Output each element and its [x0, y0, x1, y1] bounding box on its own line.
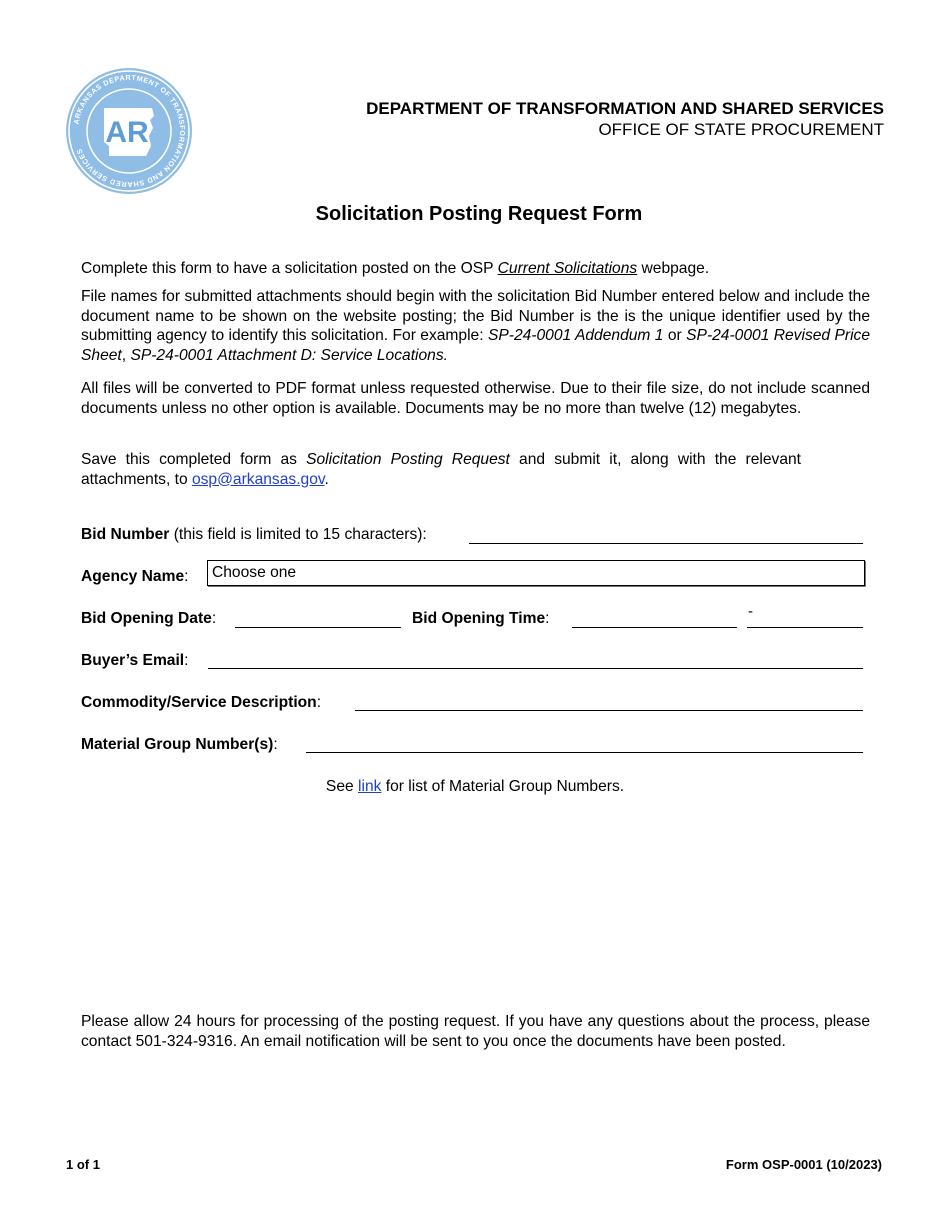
- am-pm-input[interactable]: [747, 627, 863, 628]
- material-group-link[interactable]: link: [358, 778, 382, 795]
- page-number: 1 of 1: [66, 1157, 100, 1172]
- label-bold: Material Group Number(s): [81, 736, 274, 753]
- label-note: (this field is limited to 15 characters):: [169, 526, 427, 543]
- material-group-label: [81, 736, 278, 754]
- agency-name-dropdown[interactable]: Choose one: [207, 560, 865, 586]
- colon: :: [184, 652, 189, 669]
- commodity-input[interactable]: [355, 710, 863, 711]
- label-bold: Agency Name: [81, 568, 185, 585]
- header-block: [366, 98, 884, 140]
- label-bold: Buyer’s Email: [81, 652, 185, 669]
- bid-number-input[interactable]: [469, 543, 863, 544]
- example-1: SP-24-0001 Addendum 1: [487, 327, 664, 344]
- label-bold: Commodity/Service Description: [81, 694, 317, 711]
- text: and submit it, along with the relevant attachments, to: [81, 451, 801, 488]
- text: ,: [121, 346, 131, 364]
- text: .: [324, 470, 329, 488]
- text: Complete this form to have a solicitation posted on the OSP: [81, 260, 498, 277]
- bid-opening-date-input[interactable]: [235, 627, 401, 628]
- text: File names for submitted attachments should begin with the solicitation Bid Number entered below and include the document name to be shown on the website posting; the Bid Number is the is the unique identifier used by the submitting agency to identify this solicitation. For example:: [81, 288, 870, 344]
- label-bold: Bid Number: [81, 526, 170, 543]
- commodity-label: [81, 694, 321, 712]
- material-group-input[interactable]: [306, 752, 863, 753]
- label-bold: Bid Opening Time: [412, 610, 546, 627]
- example-2: SP-24-0001 Revised Price Sheet: [81, 327, 871, 364]
- office-name: OFFICE OF STATE PROCUREMENT: [598, 120, 884, 139]
- email-link[interactable]: osp@arkansas.gov: [191, 470, 325, 488]
- text: webpage.: [637, 260, 710, 277]
- material-group-note: [0, 778, 950, 796]
- bid-opening-date-label: [81, 610, 216, 628]
- page-title: Solicitation Posting Request Form: [315, 203, 643, 225]
- intro-paragraph-4: [81, 450, 801, 489]
- time-period-separator: -: [748, 603, 753, 620]
- svg-text:AR: AR: [105, 116, 149, 149]
- text: See: [325, 778, 359, 795]
- colon: :: [316, 694, 322, 711]
- colon: :: [545, 610, 550, 627]
- text: or: [663, 327, 687, 344]
- department-name: DEPARTMENT OF TRANSFORMATION AND SHARED SERVICES: [366, 99, 884, 118]
- file-name: Solicitation Posting Request: [306, 451, 510, 468]
- intro-paragraph-2: [81, 287, 870, 365]
- text: Save this completed form as: [81, 451, 307, 468]
- example-3: SP-24-0001 Attachment D: Service Locations.: [130, 346, 448, 364]
- text: for list of Material Group Numbers.: [381, 778, 625, 795]
- label-bold: Bid Opening Date: [81, 610, 212, 627]
- bid-number-label: [81, 526, 427, 544]
- bid-opening-time-label: [412, 610, 549, 628]
- closing-paragraph: Please allow 24 hours for processing of the posting request. If you have any questions about the process, please contact 501-324-9316. An email notification will be sent to you once the documents have been posted.: [81, 1013, 870, 1050]
- agency-name-label: [81, 568, 188, 586]
- bid-opening-time-input[interactable]: [572, 627, 737, 628]
- colon: :: [273, 736, 278, 753]
- buyer-email-label: [81, 652, 189, 670]
- intro-paragraph-1: [81, 259, 870, 279]
- form-id: Form OSP-0001 (10/2023): [725, 1157, 882, 1172]
- intro-paragraph-3: All files will be converted to PDF format unless requested otherwise. Due to their file size, do not include scanned documents unless no other option is available. Documents may be no more than twelve (12) megabytes.: [81, 380, 870, 417]
- svg-text:ARKANSAS DEPARTMENT OF TRANSFO: ARKANSAS DEPARTMENT OF TRANSFORMATION AND SHARED SERVICES: [71, 72, 188, 190]
- colon: :: [184, 568, 189, 585]
- department-seal-logo: [64, 66, 194, 196]
- colon: :: [211, 610, 217, 627]
- buyer-email-input[interactable]: [208, 668, 863, 669]
- current-solicitations-link[interactable]: Current Solicitations: [497, 260, 638, 277]
